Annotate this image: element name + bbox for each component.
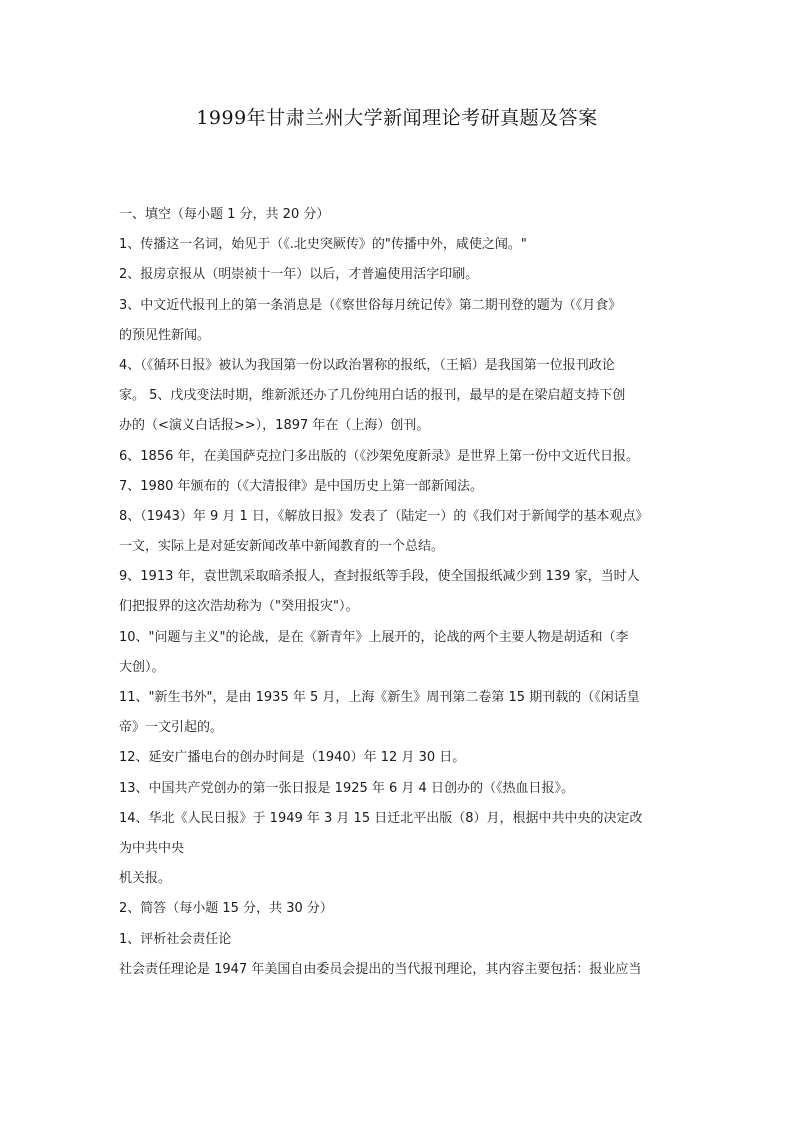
text-line: 3、中文近代报刊上的第一条消息是（《察世俗每月统记传》第二期刊登的题为（《月食》 [119,297,622,313]
text-line: 1、评析社会责任论 [119,931,232,947]
text-line: 一文，实际上是对延安新闻改革中新闻教育的一个总结。 [119,539,445,555]
text-line: 2、简答（每小题 15 分，共 30 分） [119,901,333,917]
text-line: 一、填空（每小题 1 分，共 20 分） [119,207,330,222]
text-line: 6、1856 年，在美国萨克拉门多出版的（《沙架免度新录》是世界上第一份中文近代日报。 [119,448,639,464]
text-line: 大创）。 [119,659,165,675]
text-line: 8、（1943）年 9 月 1 日，《解放日报》发表了（陆定一）的《我们对于新闻学的基本观点》 [119,508,649,524]
text-line: 4、（《循环日报》被认为我国第一份以政治署称的报纸，（王韬）是我国第一位报刊政论 [119,357,615,373]
text-line: 10、"问题与主义"的论战，是在《新青年》上展开的，论战的两个主要人物是胡适和（李 [119,629,629,645]
text-line: 办的（<演义白话报>>），1897 年在（上海）创刊。 [119,418,430,434]
text-line: 帝》一文引起的。 [119,720,224,736]
text-line: 11、"新生书外"，是由 1935 年 5 月，上海《新生》周刊第二卷第 15 期刊载的（《闲话皇 [119,690,640,705]
document-title: 1999年甘肃兰州大学新闻理论考研真题及答案 [196,107,598,129]
text-line: 13、中国共产党创办的第一张日报是 1925 年 6 月 4 日创办的（《热血日报》。 [119,780,574,796]
text-line: 家。 5、戊戌变法时期，维新派还办了几份纯用白话的报刊，最早的是在梁启超支持下创 [119,388,626,404]
text-line: 社会责任理论是 1947 年美国自由委员会提出的当代报刊理论，其内容主要包括：报业应当 [119,961,642,977]
text-line: 7、1980 年颁布的（《大清报律》是中国历史上第一部新闻法。 [119,478,483,494]
text-line: 1、传播这一名词，始见于（《.北史突厥传》的"传播中外，咸使之闻。" [119,237,527,253]
text-line: 9、1913 年，袁世凯采取暗杀报人，查封报纸等手段，使全国报纸减少到 139 家，当时人 [119,569,640,585]
text-line: 14、华北《人民日报》于 1949 年 3 月 15 日迁北平出版（8）月，根据中共中央的决定改 [119,810,643,826]
document-body [119,200,683,985]
text-line: 机关报。 [119,871,172,887]
text-line: 12、延安广播电台的创办时间是（1940）年 12 月 30 日。 [119,750,466,766]
text-line: 为中共中央 [119,840,185,856]
text-line: 们把报界的这次浩劫称为（"癸用报灾"）。 [119,599,359,615]
text-line: 的预见性新闻。 [119,327,211,343]
text-line: 2、报房京报从（明崇祯十一年）以后，才普遍使用活字印刷。 [119,267,479,283]
